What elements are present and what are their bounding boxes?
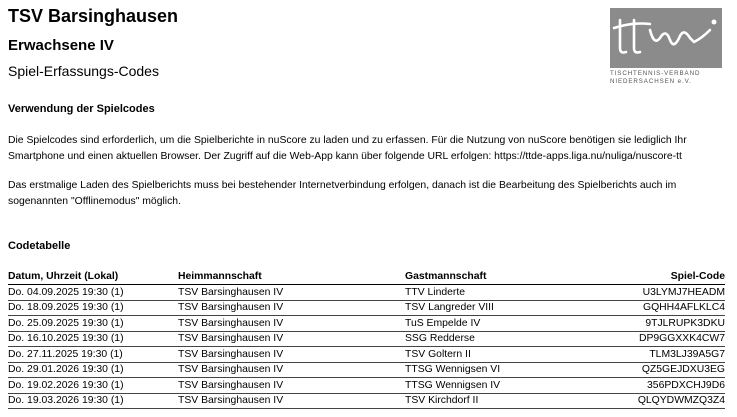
code-table-heading: Codetabelle xyxy=(8,240,71,252)
cell-home-team: TSV Barsinghausen IV xyxy=(178,331,405,347)
column-header-guest: Gastmannschaft xyxy=(405,268,605,285)
table-row xyxy=(8,300,725,316)
cell-date: Do. 27.11.2025 19:30 (1) xyxy=(8,347,178,363)
cell-game-code: TLM3LJ39A5G7 xyxy=(605,347,725,363)
logo-text-line2: NIEDERSACHSEN e.V. xyxy=(610,78,692,85)
table-row xyxy=(8,316,725,332)
cell-game-code: GQHH4AFLKLC4 xyxy=(605,300,725,316)
document-title: Spiel-Erfassungs-Codes xyxy=(8,63,159,79)
table-row xyxy=(8,362,725,378)
cell-guest-team: TSV Goltern II xyxy=(405,347,605,363)
table-row xyxy=(8,285,725,301)
column-header-code: Spiel-Code xyxy=(605,268,725,285)
ttvn-logo-text xyxy=(610,70,722,86)
ttvn-logo xyxy=(610,8,722,88)
usage-paragraph-2: Das erstmalige Laden des Spielberichts muss bei bestehender Internetverbindung erfolgen, danach ist die Bearbeitung des Spielberichts auch im sogenannten "Offlinemodus" möglich. xyxy=(8,180,677,207)
cell-guest-team: TTSG Wennigsen IV xyxy=(405,378,605,394)
table-row xyxy=(8,331,725,347)
cell-game-code: DP9GGXXK4CW7 xyxy=(605,331,725,347)
cell-home-team: TSV Barsinghausen IV xyxy=(178,362,405,378)
cell-home-team: TSV Barsinghausen IV xyxy=(178,347,405,363)
cell-date: Do. 19.03.2026 19:30 (1) xyxy=(8,393,178,409)
table-header-row xyxy=(8,268,725,285)
table-row xyxy=(8,347,725,363)
cell-guest-team: TSV Kirchdorf II xyxy=(405,393,605,409)
ttvn-logo-icon xyxy=(610,8,722,68)
cell-date: Do. 29.01.2026 19:30 (1) xyxy=(8,362,178,378)
cell-date: Do. 18.09.2025 19:30 (1) xyxy=(8,300,178,316)
club-name: TSV Barsinghausen xyxy=(8,6,179,26)
cell-guest-team: SSG Redderse xyxy=(405,331,605,347)
cell-date: Do. 16.10.2025 19:30 (1) xyxy=(8,331,178,347)
cell-date: Do. 19.02.2026 19:30 (1) xyxy=(8,378,178,394)
cell-date: Do. 25.09.2025 19:30 (1) xyxy=(8,316,178,332)
team-name: Erwachsene IV xyxy=(8,37,114,54)
cell-game-code: 9TJLRUPK3DKU xyxy=(605,316,725,332)
cell-guest-team: TSV Langreder VIII xyxy=(405,300,605,316)
cell-game-code: 356PDXCHJ9D6 xyxy=(605,378,725,394)
cell-guest-team: TuS Empelde IV xyxy=(405,316,605,332)
cell-home-team: TSV Barsinghausen IV xyxy=(178,378,405,394)
cell-home-team: TSV Barsinghausen IV xyxy=(178,393,405,409)
cell-game-code: QLQYDWMZQ3Z4 xyxy=(605,393,725,409)
cell-home-team: TSV Barsinghausen IV xyxy=(178,300,405,316)
usage-paragraph-1: Die Spielcodes sind erforderlich, um die Spielberichte in nuScore zu laden und zu erfassen. Für die Nutzung von nuScore benötigen sie lediglich Ihr Smartphone und einen aktuellen Browser. Der Zugriff auf die Web-App kann über folgende URL erfolgen: https://ttde-apps.liga.nu/nuliga/nuscore-tt xyxy=(8,135,687,162)
usage-heading: Verwendung der Spielcodes xyxy=(8,103,155,115)
logo-text-line1: TISCHTENNIS-VERBAND xyxy=(610,70,701,77)
cell-guest-team: TTSG Wennigsen VI xyxy=(405,362,605,378)
table-row xyxy=(8,393,725,409)
column-header-date: Datum, Uhrzeit (Lokal) xyxy=(8,268,178,285)
cell-game-code: U3LYMJ7HEADM xyxy=(605,285,725,301)
cell-home-team: TSV Barsinghausen IV xyxy=(178,316,405,332)
code-table xyxy=(8,268,725,409)
cell-date: Do. 04.09.2025 19:30 (1) xyxy=(8,285,178,301)
column-header-home: Heimmannschaft xyxy=(178,268,405,285)
cell-game-code: QZ5GEJDXU3EG xyxy=(605,362,725,378)
cell-home-team: TSV Barsinghausen IV xyxy=(178,285,405,301)
cell-guest-team: TTV Linderte xyxy=(405,285,605,301)
table-row xyxy=(8,378,725,394)
